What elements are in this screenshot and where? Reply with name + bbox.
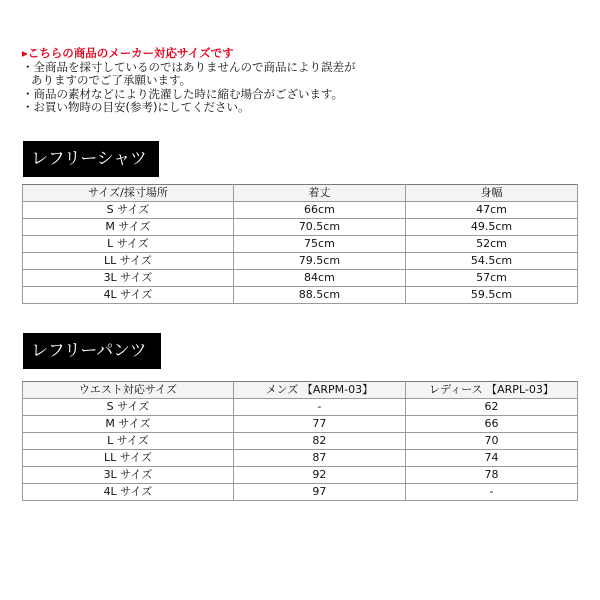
width-cell: 54.5cm: [405, 253, 577, 270]
table-row: [23, 219, 578, 236]
table-row: [23, 484, 578, 501]
ladies-waist-cell: 78: [405, 467, 577, 484]
notice-line: ・全商品を採寸しているのではありませんので商品により誤差が: [22, 59, 356, 74]
mens-waist-cell: 77: [233, 416, 405, 433]
table-header-row: [23, 382, 578, 399]
table-row: [23, 433, 578, 450]
length-cell: 66cm: [233, 202, 405, 219]
size-notice: [22, 47, 582, 115]
length-cell: 75cm: [233, 236, 405, 253]
table-row: [23, 416, 578, 433]
table-row: [23, 253, 578, 270]
column-header: ウエスト対応サイズ: [23, 382, 234, 399]
ladies-waist-cell: 70: [405, 433, 577, 450]
shirts-size-table: [22, 184, 578, 304]
width-cell: 59.5cm: [405, 287, 577, 304]
table-row: [23, 270, 578, 287]
size-cell: LL サイズ: [23, 450, 234, 467]
column-header: 着丈: [233, 185, 405, 202]
pants-size-table: [22, 381, 578, 501]
shirts-section-title: レフリーシャツ: [23, 141, 159, 177]
table-row: [23, 202, 578, 219]
width-cell: 47cm: [405, 202, 577, 219]
length-cell: 70.5cm: [233, 219, 405, 236]
width-cell: 52cm: [405, 236, 577, 253]
ladies-waist-cell: 74: [405, 450, 577, 467]
column-header: サイズ/採寸場所: [23, 185, 234, 202]
size-cell: L サイズ: [23, 236, 234, 253]
table-header-row: [23, 185, 578, 202]
ladies-waist-cell: 62: [405, 399, 577, 416]
length-cell: 79.5cm: [233, 253, 405, 270]
width-cell: 49.5cm: [405, 219, 577, 236]
column-header: レディース 【ARPL-03】: [405, 382, 577, 399]
column-header: 身幅: [405, 185, 577, 202]
mens-waist-cell: 97: [233, 484, 405, 501]
ladies-waist-cell: -: [405, 484, 577, 501]
size-cell: 4L サイズ: [23, 484, 234, 501]
notice-line: ・商品の素材などにより洗濯した時に縮む場合がございます。: [22, 86, 344, 101]
mens-waist-cell: 92: [233, 467, 405, 484]
mens-waist-cell: 87: [233, 450, 405, 467]
size-cell: L サイズ: [23, 433, 234, 450]
size-cell: S サイズ: [23, 399, 234, 416]
pants-section-title: レフリーパンツ: [23, 333, 161, 369]
notice-line: ありますのでご了承願います。: [31, 73, 192, 87]
table-row: [23, 467, 578, 484]
size-cell: S サイズ: [23, 202, 234, 219]
size-cell: 3L サイズ: [23, 467, 234, 484]
size-cell: LL サイズ: [23, 253, 234, 270]
column-header: メンズ 【ARPM-03】: [233, 382, 405, 399]
table-row: [23, 450, 578, 467]
size-cell: M サイズ: [23, 219, 234, 236]
ladies-waist-cell: 66: [405, 416, 577, 433]
width-cell: 57cm: [405, 270, 577, 287]
notice-title: ▸こちらの商品のメーカー対応サイズです: [22, 46, 234, 60]
table-row: [23, 287, 578, 304]
table-row: [23, 236, 578, 253]
size-cell: 4L サイズ: [23, 287, 234, 304]
notice-line: ・お買い物時の目安(参考)にしてください。: [22, 100, 250, 114]
size-cell: M サイズ: [23, 416, 234, 433]
length-cell: 88.5cm: [233, 287, 405, 304]
mens-waist-cell: 82: [233, 433, 405, 450]
mens-waist-cell: -: [233, 399, 405, 416]
table-row: [23, 399, 578, 416]
size-cell: 3L サイズ: [23, 270, 234, 287]
length-cell: 84cm: [233, 270, 405, 287]
